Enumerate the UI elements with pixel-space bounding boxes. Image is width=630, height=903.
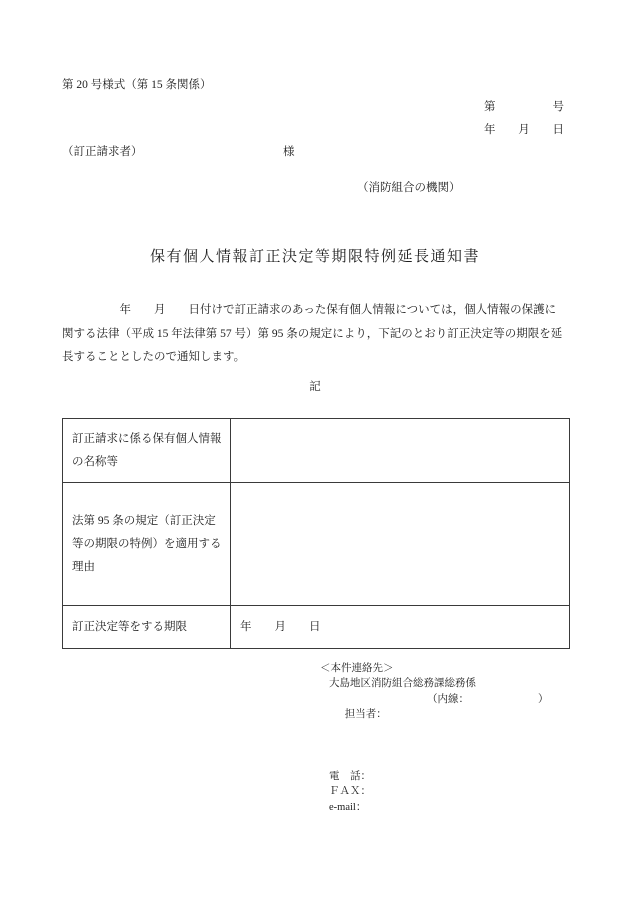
table-row bbox=[63, 483, 570, 606]
contact-block bbox=[320, 661, 549, 815]
contact-email-line: e-mail： bbox=[329, 801, 367, 813]
contact-fax-line: ＦＡＸ： bbox=[329, 786, 371, 798]
contact-phone-line: 電 話： bbox=[329, 770, 371, 782]
staff-label: 担当者： bbox=[344, 709, 387, 721]
extension-close-paren: ） bbox=[538, 693, 549, 705]
contact-header: ＜本件連絡先＞ bbox=[320, 663, 394, 674]
form-table bbox=[62, 418, 570, 649]
record-marker: 記 bbox=[309, 381, 321, 393]
extension-label: （内線： bbox=[427, 693, 469, 705]
page-title: 保有個人情報訂正決定等期限特例延長通知書 bbox=[149, 249, 480, 265]
addressee-line bbox=[62, 145, 382, 160]
body-line: 関する法律（平成 15 年法律第 57 号）第 95 条の規定により，下記のとおり訂正決定等の期限を延 bbox=[62, 327, 563, 340]
row-value-information-name bbox=[231, 419, 570, 483]
row-label-deadline: 訂正決定等をする期限 bbox=[63, 606, 231, 649]
body-line: 年 月 日付けで訂正請求のあった保有個人情報については，個人情報の保護に bbox=[62, 304, 557, 316]
date-month-label: 月 bbox=[518, 124, 530, 136]
table-row bbox=[63, 419, 570, 483]
doc-number-prefix: 第 bbox=[484, 101, 496, 113]
date-year-label: 年 bbox=[484, 124, 496, 136]
document-number-line bbox=[484, 100, 564, 115]
addressee-label: （訂正請求者） bbox=[62, 146, 143, 158]
contact-organization: 大島地区消防組合総務課総務係 bbox=[329, 678, 476, 690]
row-value-reason bbox=[231, 483, 570, 606]
row-value-deadline: 年 月 日 bbox=[231, 606, 570, 649]
table-row bbox=[63, 606, 570, 649]
issuer-line: （消防組合の機関） bbox=[357, 182, 461, 194]
body-paragraph bbox=[62, 299, 574, 370]
contact-staff-line bbox=[320, 692, 549, 769]
issue-date-line bbox=[484, 123, 564, 138]
row-label-information-name: 訂正請求に係る保有個人情報の名称等 bbox=[63, 419, 231, 483]
doc-number-suffix: 号 bbox=[552, 101, 564, 113]
form-number: 第 20 号様式（第 15 条関係） bbox=[62, 79, 212, 91]
body-line: 長することとしたので通知します。 bbox=[62, 351, 246, 363]
row-label-reason: 法第 95 条の規定（訂正決定等の期限の特例）を適用する理由 bbox=[63, 483, 231, 606]
addressee-honorific: 様 bbox=[283, 146, 295, 158]
date-day-label: 日 bbox=[552, 124, 564, 136]
